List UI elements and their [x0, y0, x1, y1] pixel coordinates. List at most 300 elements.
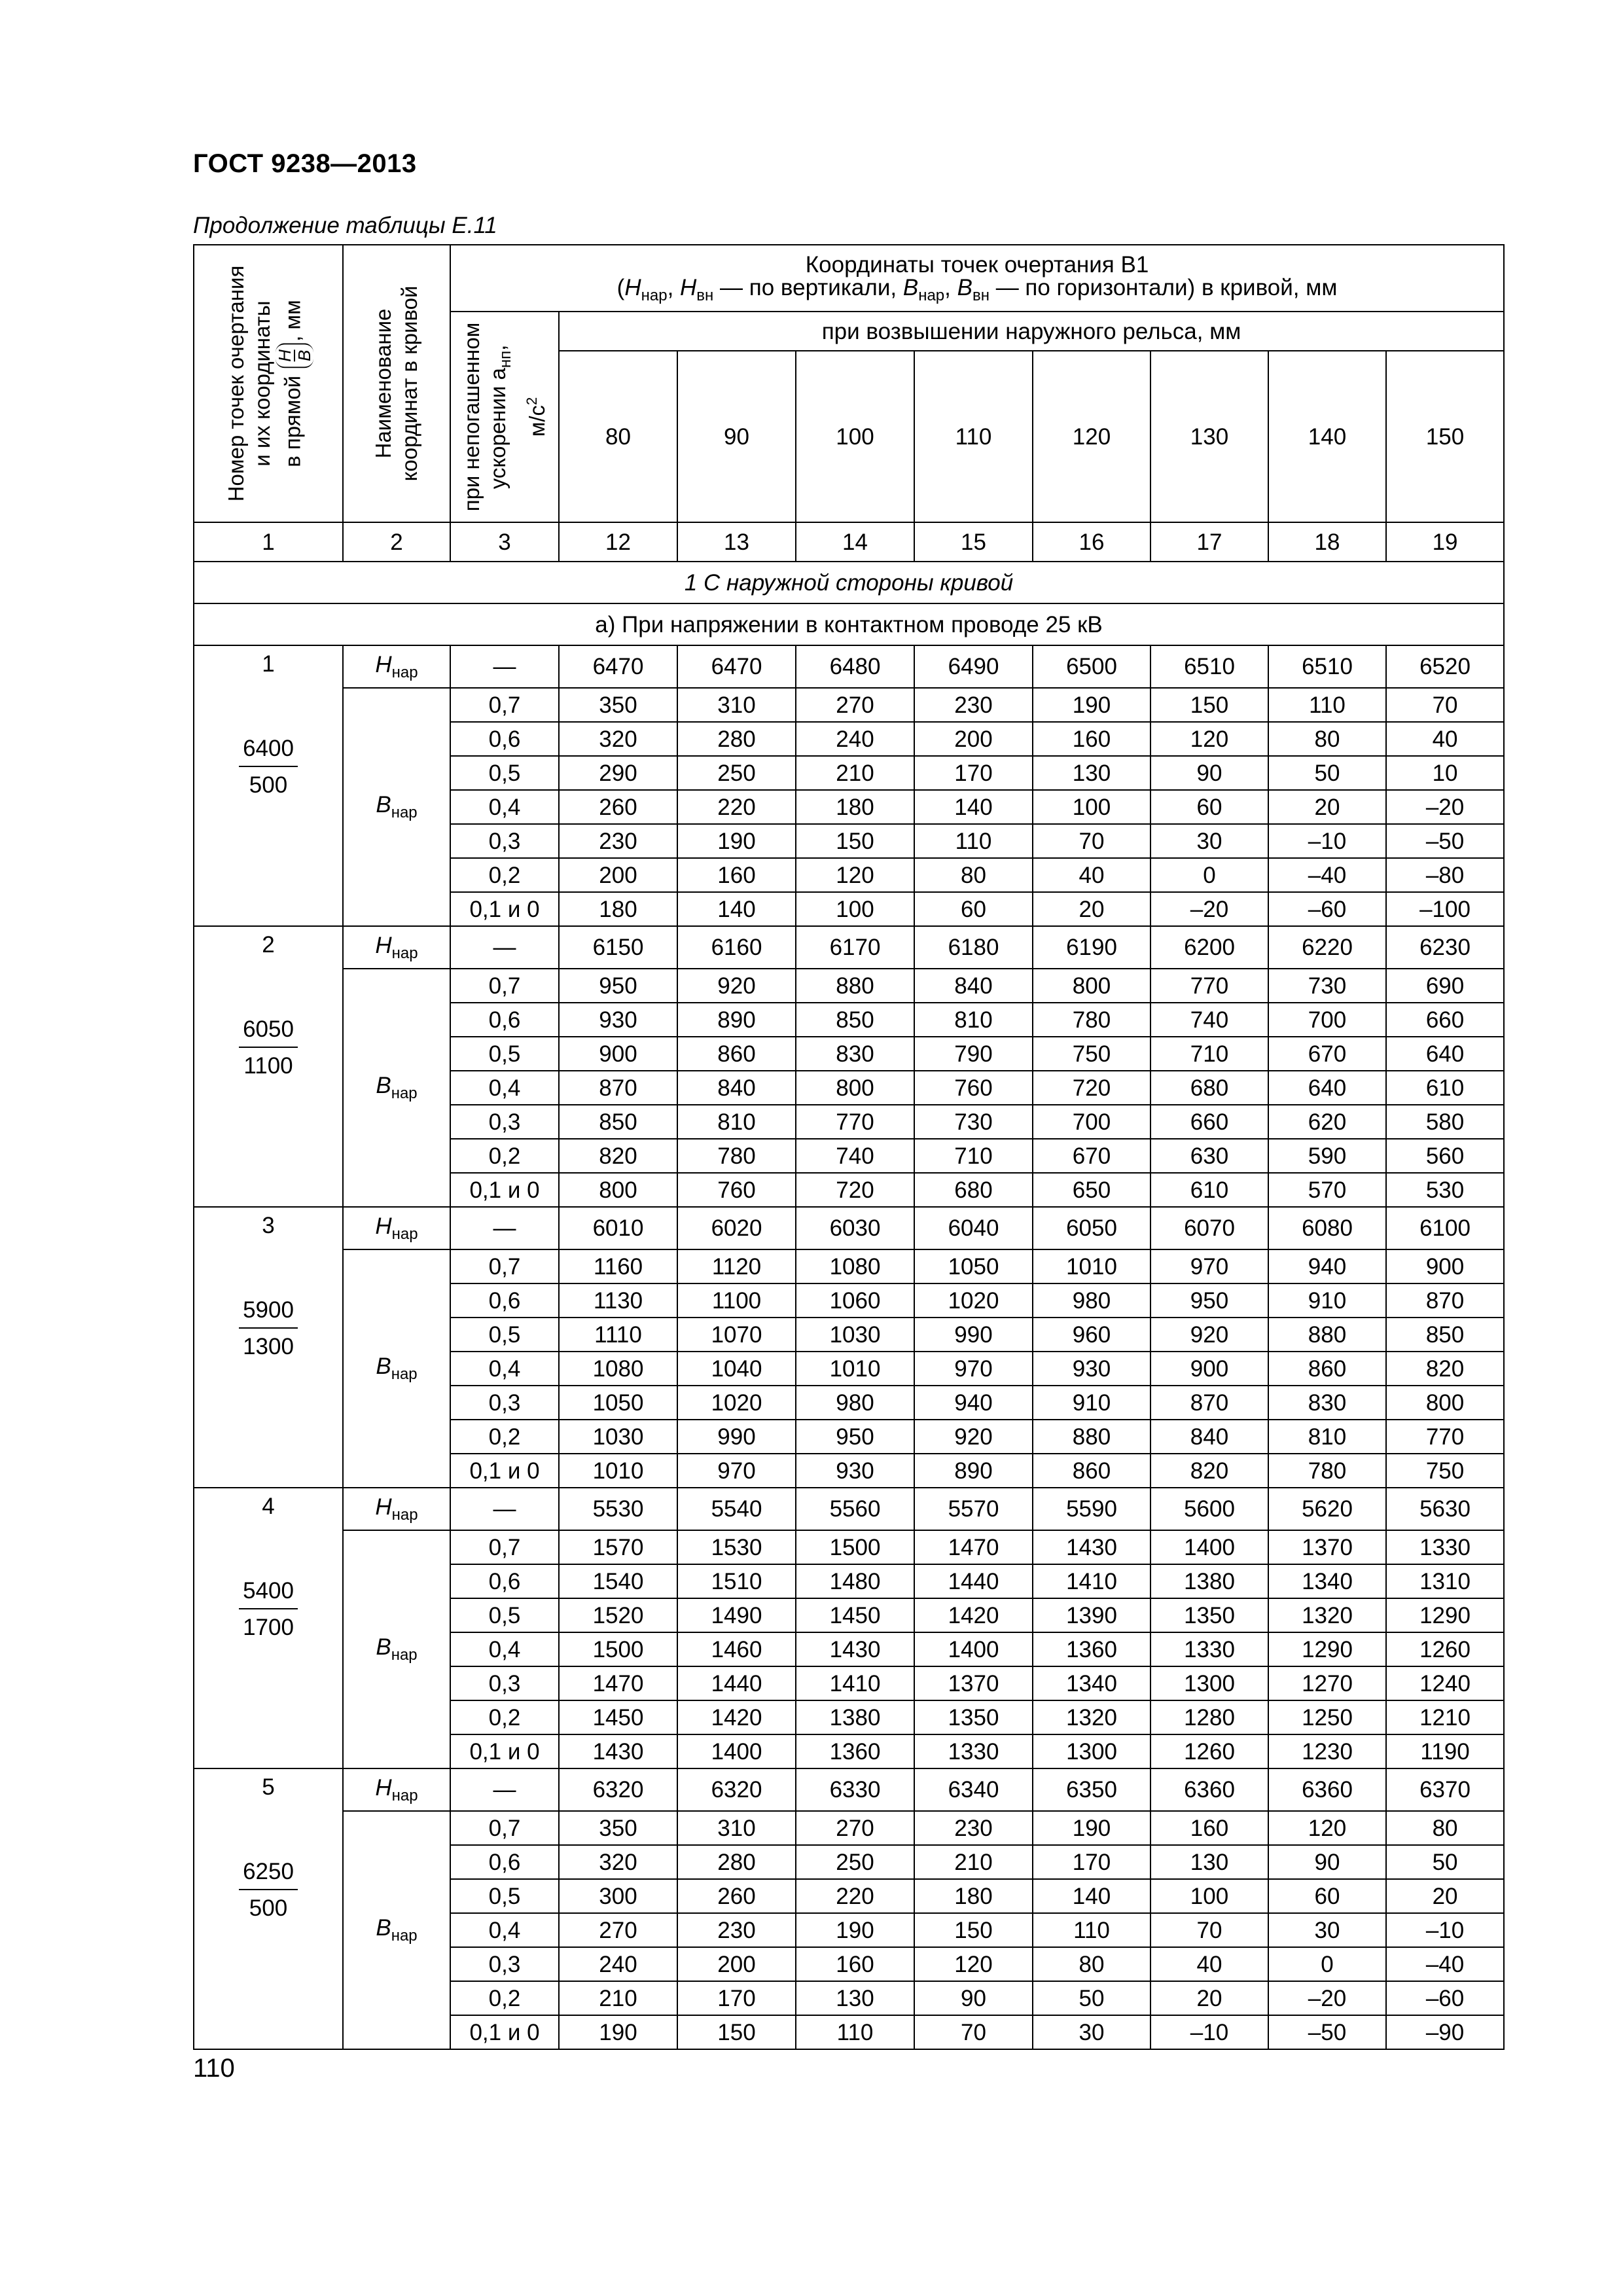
- value-cell: 160: [677, 858, 796, 892]
- value-cell: 820: [559, 1139, 677, 1173]
- section-title: 1 С наружной стороны кривой: [194, 562, 1504, 603]
- value-cell: 230: [914, 1811, 1033, 1845]
- value-cell: 1290: [1386, 1598, 1504, 1632]
- value-cell: 1410: [796, 1666, 914, 1700]
- acceleration-cell: 0,1 и 0: [450, 1454, 559, 1488]
- table-row: [194, 1207, 1504, 1249]
- acceleration-cell: 0,4: [450, 790, 559, 824]
- acceleration-cell: 0,4: [450, 1913, 559, 1947]
- value-cell: 100: [1033, 790, 1150, 824]
- value-cell: 720: [796, 1173, 914, 1207]
- coord-name-h: $H_{нар}$: [343, 1207, 450, 1249]
- value-cell: 230: [914, 688, 1033, 722]
- value-cell: 150: [914, 1913, 1033, 1947]
- value-cell: 150: [1150, 688, 1268, 722]
- point-b: 1100: [243, 1053, 293, 1079]
- value-cell: –50: [1386, 824, 1504, 858]
- header-coordinates-line1: Координаты точек очертания В1: [805, 251, 1149, 278]
- value-cell: 70: [1386, 688, 1504, 722]
- value-cell: 170: [677, 1981, 796, 2015]
- value-cell: 160: [1150, 1811, 1268, 1845]
- point-cell: [194, 1207, 343, 1488]
- acceleration-cell: 0,3: [450, 1386, 559, 1420]
- value-cell: 1020: [677, 1386, 796, 1420]
- column-number: 18: [1268, 522, 1386, 562]
- value-cell: 70: [914, 2015, 1033, 2049]
- point-coordinates: [239, 1856, 298, 1924]
- value-cell: 830: [1268, 1386, 1386, 1420]
- acceleration-cell: 0,3: [450, 824, 559, 858]
- table-row: [194, 1530, 1504, 1564]
- value-cell: 160: [1033, 722, 1150, 756]
- value-cell: 780: [1268, 1454, 1386, 1488]
- value-cell: 210: [914, 1845, 1033, 1879]
- value-cell: 6360: [1150, 1768, 1268, 1811]
- value-cell: 1340: [1268, 1564, 1386, 1598]
- value-cell: 920: [677, 969, 796, 1003]
- acceleration-cell: 0,3: [450, 1666, 559, 1700]
- value-cell: 1010: [559, 1454, 677, 1488]
- value-cell: 1540: [559, 1564, 677, 1598]
- point-coordinates: [239, 1295, 298, 1363]
- value-cell: 130: [1033, 756, 1150, 790]
- value-cell: 6320: [677, 1768, 796, 1811]
- h-over-b-fraction: H B: [276, 343, 313, 368]
- value-cell: 750: [1386, 1454, 1504, 1488]
- value-cell: 1530: [677, 1530, 796, 1564]
- value-cell: 1260: [1386, 1632, 1504, 1666]
- value-cell: 190: [559, 2015, 677, 2049]
- value-cell: 810: [914, 1003, 1033, 1037]
- acceleration-cell: —: [450, 1768, 559, 1811]
- value-cell: 820: [1386, 1352, 1504, 1386]
- value-cell: 800: [796, 1071, 914, 1105]
- value-cell: 1010: [796, 1352, 914, 1386]
- value-cell: 930: [559, 1003, 677, 1037]
- value-cell: –90: [1386, 2015, 1504, 2049]
- value-cell: 1470: [559, 1666, 677, 1700]
- value-cell: 90: [1268, 1845, 1386, 1879]
- value-cell: 1330: [1386, 1530, 1504, 1564]
- value-cell: 1010: [1033, 1249, 1150, 1283]
- value-cell: 6490: [914, 645, 1033, 688]
- acceleration-cell: 0,4: [450, 1632, 559, 1666]
- value-cell: 190: [796, 1913, 914, 1947]
- value-cell: 1110: [559, 1318, 677, 1352]
- column-number: 16: [1033, 522, 1150, 562]
- value-cell: 880: [796, 969, 914, 1003]
- value-cell: 1040: [677, 1352, 796, 1386]
- acceleration-cell: 0,6: [450, 1283, 559, 1318]
- acceleration-cell: 0,4: [450, 1352, 559, 1386]
- value-cell: 650: [1033, 1173, 1150, 1207]
- acceleration-cell: 0,1 и 0: [450, 1173, 559, 1207]
- value-cell: 1080: [796, 1249, 914, 1283]
- acceleration-cell: 0,5: [450, 1318, 559, 1352]
- value-cell: 950: [796, 1420, 914, 1454]
- value-cell: 5560: [796, 1488, 914, 1530]
- value-cell: 1020: [914, 1283, 1033, 1318]
- value-cell: 610: [1150, 1173, 1268, 1207]
- value-cell: 1460: [677, 1632, 796, 1666]
- acceleration-cell: —: [450, 1207, 559, 1249]
- value-cell: 120: [1268, 1811, 1386, 1845]
- column-number: 3: [450, 522, 559, 562]
- value-cell: 50: [1386, 1845, 1504, 1879]
- point-coordinates: [239, 1014, 298, 1082]
- value-cell: 10: [1386, 756, 1504, 790]
- value-cell: 700: [1268, 1003, 1386, 1037]
- value-cell: 1300: [1150, 1666, 1268, 1700]
- value-cell: 670: [1268, 1037, 1386, 1071]
- value-cell: 780: [1033, 1003, 1150, 1037]
- value-cell: 730: [1268, 969, 1386, 1003]
- value-cell: 320: [559, 1845, 677, 1879]
- value-cell: 240: [796, 722, 914, 756]
- acceleration-cell: 0,5: [450, 756, 559, 790]
- value-cell: 140: [1033, 1879, 1150, 1913]
- acceleration-cell: —: [450, 1488, 559, 1530]
- value-cell: 120: [796, 858, 914, 892]
- value-cell: –40: [1386, 1947, 1504, 1981]
- value-cell: 80: [1386, 1811, 1504, 1845]
- value-cell: 6360: [1268, 1768, 1386, 1811]
- value-cell: 310: [677, 1811, 796, 1845]
- value-cell: 1330: [914, 1734, 1033, 1768]
- value-cell: 900: [1150, 1352, 1268, 1386]
- value-cell: 1050: [914, 1249, 1033, 1283]
- value-cell: 6100: [1386, 1207, 1504, 1249]
- value-cell: 720: [1033, 1071, 1150, 1105]
- value-cell: 270: [796, 1811, 914, 1845]
- value-cell: 6030: [796, 1207, 914, 1249]
- value-cell: –80: [1386, 858, 1504, 892]
- point-b: 1700: [243, 1615, 294, 1640]
- value-cell: 5590: [1033, 1488, 1150, 1530]
- value-cell: 6170: [796, 926, 914, 969]
- value-cell: 1310: [1386, 1564, 1504, 1598]
- point-coordinates: [239, 733, 298, 801]
- value-cell: 940: [1268, 1249, 1386, 1283]
- elevation-120: 120: [1033, 351, 1150, 522]
- value-cell: 770: [1150, 969, 1268, 1003]
- value-cell: 1030: [796, 1318, 914, 1352]
- value-cell: 100: [796, 892, 914, 926]
- header-coord-name-text: Наименование координат в кривой: [371, 285, 421, 482]
- value-cell: 770: [796, 1105, 914, 1139]
- value-cell: –60: [1268, 892, 1386, 926]
- value-cell: 6080: [1268, 1207, 1386, 1249]
- value-cell: –10: [1268, 824, 1386, 858]
- point-number: 3: [262, 1213, 275, 1238]
- value-cell: 690: [1386, 969, 1504, 1003]
- value-cell: 6470: [677, 645, 796, 688]
- value-cell: 180: [796, 790, 914, 824]
- acceleration-cell: 0,7: [450, 1249, 559, 1283]
- value-cell: 1190: [1386, 1734, 1504, 1768]
- value-cell: 350: [559, 688, 677, 722]
- value-cell: 6050: [1033, 1207, 1150, 1249]
- value-cell: 1320: [1033, 1700, 1150, 1734]
- value-cell: 6150: [559, 926, 677, 969]
- value-cell: 880: [1033, 1420, 1150, 1454]
- elevation-90: 90: [677, 351, 796, 522]
- value-cell: 970: [677, 1454, 796, 1488]
- value-cell: 180: [559, 892, 677, 926]
- value-cell: 5600: [1150, 1488, 1268, 1530]
- value-cell: 6070: [1150, 1207, 1268, 1249]
- point-cell: [194, 1488, 343, 1768]
- coord-name-b: $B_{нар}$: [343, 1249, 450, 1488]
- value-cell: 5530: [559, 1488, 677, 1530]
- value-cell: 610: [1386, 1071, 1504, 1105]
- value-cell: 230: [559, 824, 677, 858]
- acceleration-cell: 0,2: [450, 1420, 559, 1454]
- value-cell: 220: [677, 790, 796, 824]
- header-elevation: при возвышении наружного рельса, мм: [559, 312, 1504, 351]
- point-h: 5400: [239, 1575, 298, 1609]
- value-cell: 1500: [559, 1632, 677, 1666]
- value-cell: 1350: [1150, 1598, 1268, 1632]
- value-cell: 280: [677, 1845, 796, 1879]
- coord-name-b: $B_{нар}$: [343, 969, 450, 1207]
- subsection-title: а) При напряжении в контактном проводе 25 кВ: [194, 603, 1504, 645]
- value-cell: 570: [1268, 1173, 1386, 1207]
- acceleration-cell: 0,6: [450, 1003, 559, 1037]
- value-cell: 850: [1386, 1318, 1504, 1352]
- value-cell: 270: [796, 688, 914, 722]
- elevation-110: 110: [914, 351, 1033, 522]
- value-cell: 290: [559, 756, 677, 790]
- value-cell: 310: [677, 688, 796, 722]
- value-cell: 6480: [796, 645, 914, 688]
- header-acceleration-text: при непогашенном ускорении $a_{нп}$, $м/с^2$: [459, 322, 549, 512]
- value-cell: 710: [1150, 1037, 1268, 1071]
- acceleration-cell: 0,4: [450, 1071, 559, 1105]
- value-cell: 1130: [559, 1283, 677, 1318]
- value-cell: 590: [1268, 1139, 1386, 1173]
- value-cell: 90: [914, 1981, 1033, 2015]
- value-cell: 1080: [559, 1352, 677, 1386]
- coord-name-b: $B_{нар}$: [343, 688, 450, 926]
- value-cell: 120: [1150, 722, 1268, 756]
- value-cell: 130: [796, 1981, 914, 2015]
- value-cell: 700: [1033, 1105, 1150, 1139]
- acceleration-cell: —: [450, 926, 559, 969]
- value-cell: 6340: [914, 1768, 1033, 1811]
- value-cell: 1400: [1150, 1530, 1268, 1564]
- value-cell: 70: [1033, 824, 1150, 858]
- value-cell: 5620: [1268, 1488, 1386, 1530]
- value-cell: 820: [1150, 1454, 1268, 1488]
- value-cell: 1420: [914, 1598, 1033, 1632]
- value-cell: 60: [1268, 1879, 1386, 1913]
- value-cell: 970: [914, 1352, 1033, 1386]
- value-cell: 220: [796, 1879, 914, 1913]
- value-cell: 6470: [559, 645, 677, 688]
- value-cell: 980: [1033, 1283, 1150, 1318]
- value-cell: 760: [914, 1071, 1033, 1105]
- value-cell: 6330: [796, 1768, 914, 1811]
- column-number: 15: [914, 522, 1033, 562]
- value-cell: –20: [1268, 1981, 1386, 2015]
- elevation-140: 140: [1268, 351, 1386, 522]
- value-cell: 1430: [796, 1632, 914, 1666]
- value-cell: 6350: [1033, 1768, 1150, 1811]
- value-cell: 1390: [1033, 1598, 1150, 1632]
- value-cell: 110: [914, 824, 1033, 858]
- value-cell: 660: [1150, 1105, 1268, 1139]
- value-cell: 1250: [1268, 1700, 1386, 1734]
- column-number: 13: [677, 522, 796, 562]
- value-cell: 6510: [1268, 645, 1386, 688]
- value-cell: 1350: [914, 1700, 1033, 1734]
- value-cell: 900: [1386, 1249, 1504, 1283]
- value-cell: 1070: [677, 1318, 796, 1352]
- value-cell: 110: [796, 2015, 914, 2049]
- value-cell: 1450: [559, 1700, 677, 1734]
- column-number: 1: [194, 522, 343, 562]
- value-cell: 6040: [914, 1207, 1033, 1249]
- value-cell: 1340: [1033, 1666, 1150, 1700]
- acceleration-cell: 0,7: [450, 1811, 559, 1845]
- value-cell: 830: [796, 1037, 914, 1071]
- value-cell: 6520: [1386, 645, 1504, 688]
- coord-name-h: $H_{нар}$: [343, 1488, 450, 1530]
- value-cell: 1430: [1033, 1530, 1150, 1564]
- point-cell: [194, 645, 343, 926]
- table-row: [194, 1249, 1504, 1283]
- value-cell: 870: [1386, 1283, 1504, 1318]
- table-caption: Продолжение таблицы Е.11: [193, 213, 497, 238]
- value-cell: 1290: [1268, 1632, 1386, 1666]
- acceleration-cell: 0,5: [450, 1598, 559, 1632]
- value-cell: 200: [914, 722, 1033, 756]
- coord-name-b: $B_{нар}$: [343, 1811, 450, 2049]
- value-cell: 1510: [677, 1564, 796, 1598]
- value-cell: 1500: [796, 1530, 914, 1564]
- value-cell: 980: [796, 1386, 914, 1420]
- value-cell: –40: [1268, 858, 1386, 892]
- point-h: 6400: [239, 733, 298, 767]
- value-cell: 840: [677, 1071, 796, 1105]
- value-cell: 860: [1033, 1454, 1150, 1488]
- acceleration-cell: 0,6: [450, 722, 559, 756]
- value-cell: 930: [796, 1454, 914, 1488]
- value-cell: 1060: [796, 1283, 914, 1318]
- document-header: ГОСТ 9238—2013: [193, 149, 417, 178]
- table-row: [194, 1488, 1504, 1530]
- coordinates-table: [193, 244, 1505, 2050]
- acceleration-cell: 0,7: [450, 1530, 559, 1564]
- value-cell: 580: [1386, 1105, 1504, 1139]
- value-cell: 110: [1268, 688, 1386, 722]
- value-cell: 210: [559, 1981, 677, 2015]
- value-cell: 6190: [1033, 926, 1150, 969]
- value-cell: 920: [1150, 1318, 1268, 1352]
- value-cell: 90: [1150, 756, 1268, 790]
- table-row: [194, 969, 1504, 1003]
- value-cell: 680: [914, 1173, 1033, 1207]
- coord-name-b: $B_{нар}$: [343, 1530, 450, 1768]
- page-number: 110: [193, 2054, 235, 2083]
- value-cell: 800: [1033, 969, 1150, 1003]
- value-cell: 110: [1033, 1913, 1150, 1947]
- value-cell: 350: [559, 1811, 677, 1845]
- value-cell: 320: [559, 722, 677, 756]
- value-cell: 250: [677, 756, 796, 790]
- table-row: [194, 1811, 1504, 1845]
- value-cell: 860: [1268, 1352, 1386, 1386]
- value-cell: 740: [1150, 1003, 1268, 1037]
- value-cell: 6510: [1150, 645, 1268, 688]
- value-cell: 1360: [796, 1734, 914, 1768]
- value-cell: 1380: [796, 1700, 914, 1734]
- value-cell: 620: [1268, 1105, 1386, 1139]
- value-cell: 20: [1150, 1981, 1268, 2015]
- value-cell: 1210: [1386, 1700, 1504, 1734]
- value-cell: 240: [559, 1947, 677, 1981]
- value-cell: 870: [1150, 1386, 1268, 1420]
- value-cell: 800: [1386, 1386, 1504, 1420]
- value-cell: 1370: [914, 1666, 1033, 1700]
- acceleration-cell: 0,1 и 0: [450, 2015, 559, 2049]
- value-cell: 1490: [677, 1598, 796, 1632]
- value-cell: 970: [1150, 1249, 1268, 1283]
- value-cell: 6370: [1386, 1768, 1504, 1811]
- acceleration-cell: 0,2: [450, 1981, 559, 2015]
- value-cell: 1520: [559, 1598, 677, 1632]
- acceleration-cell: 0,1 и 0: [450, 1734, 559, 1768]
- value-cell: 1300: [1033, 1734, 1150, 1768]
- value-cell: –10: [1150, 2015, 1268, 2049]
- value-cell: 1400: [914, 1632, 1033, 1666]
- value-cell: 150: [796, 824, 914, 858]
- value-cell: 40: [1150, 1947, 1268, 1981]
- point-coordinates: [239, 1575, 298, 1643]
- value-cell: –20: [1386, 790, 1504, 824]
- value-cell: 910: [1268, 1283, 1386, 1318]
- value-cell: 1450: [796, 1598, 914, 1632]
- value-cell: 910: [1033, 1386, 1150, 1420]
- value-cell: 890: [677, 1003, 796, 1037]
- value-cell: 670: [1033, 1139, 1150, 1173]
- value-cell: 660: [1386, 1003, 1504, 1037]
- value-cell: 20: [1033, 892, 1150, 926]
- point-cell: [194, 1768, 343, 2049]
- value-cell: 1050: [559, 1386, 677, 1420]
- value-cell: 5540: [677, 1488, 796, 1530]
- column-number: 19: [1386, 522, 1504, 562]
- elevation-150: 150: [1386, 351, 1504, 522]
- value-cell: 40: [1033, 858, 1150, 892]
- value-cell: 850: [796, 1003, 914, 1037]
- header-point-number: [194, 245, 343, 522]
- value-cell: 1420: [677, 1700, 796, 1734]
- point-b: 500: [249, 1895, 288, 1921]
- value-cell: –20: [1150, 892, 1268, 926]
- value-cell: 810: [677, 1105, 796, 1139]
- value-cell: 6220: [1268, 926, 1386, 969]
- value-cell: 1270: [1268, 1666, 1386, 1700]
- value-cell: 800: [559, 1173, 677, 1207]
- value-cell: 1100: [677, 1283, 796, 1318]
- table-row: [194, 926, 1504, 969]
- point-h: 6050: [239, 1014, 298, 1048]
- value-cell: 190: [677, 824, 796, 858]
- value-cell: 6200: [1150, 926, 1268, 969]
- value-cell: 170: [1033, 1845, 1150, 1879]
